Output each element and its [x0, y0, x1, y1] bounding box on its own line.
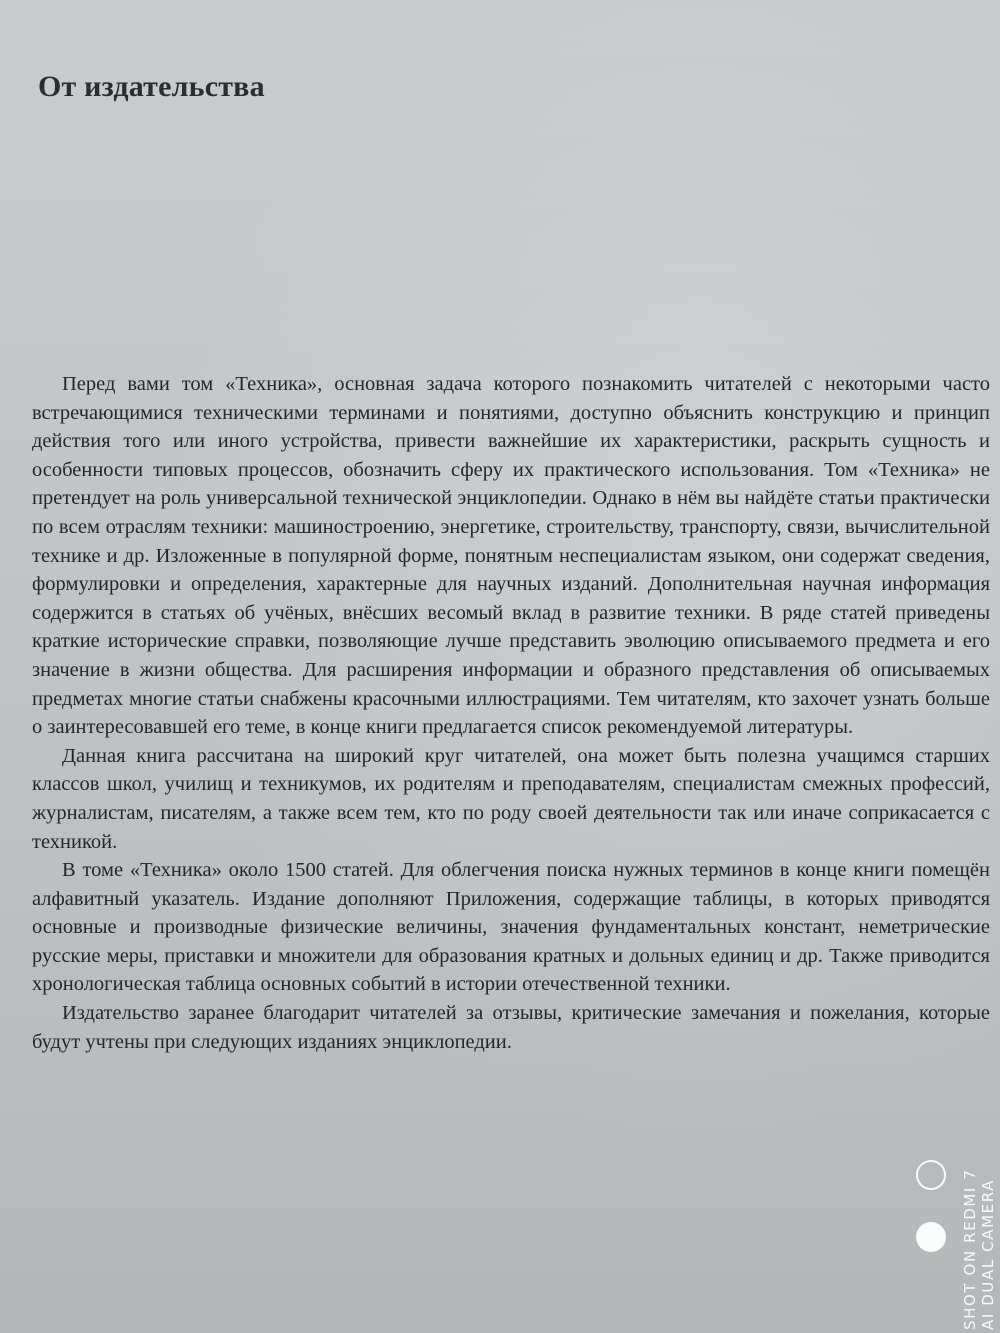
ring-icon	[916, 1160, 946, 1190]
page-heading: От издательства	[38, 70, 265, 103]
paragraph-1: Перед вами том «Техника», основная задача которого познакомить читателей с некоторыми часто встречающимися техническими терминами и понятиями, доступно объяснить конструкцию и принцип действия того или иного устройства, привести важнейшие их характеристики, раскрыть сущность и особенности типовых процессов, обозначить сферу их практического использования. Том «Техника» не претендует на роль универсальной технической энциклопедии. Однако в нём вы найдёте статьи практически по всем отраслям техники: машиностроению, энергетике, строительству, транспорту, связи, вычислительной технике и др. Изложенные в популярной форме, понятным неспециалистам языком, они содержат сведения, формулировки и определения, характерные для научных изданий. Дополнительная научная информация содержится в статьях об учёных, внёсших весомый вклад в развитие техники. В ряде статей приведены краткие исторические справки, позволяющие лучше представить эволюцию описываемого предмета и его значение в жизни общества. Для расширения информации и образного представления об описываемых предметах многие статьи снабжены красочными иллюстрациями. Тем читателям, кто захочет узнать больше о заинтересовавшей его теме, в конце книги предлагается список рекомендуемой литературы.	[32, 373, 990, 739]
dot-icon	[916, 1222, 946, 1252]
paragraph-4: Издательство заранее благодарит читателей за отзывы, критические замечания и пожелания, которые будут учтены при следующих изданиях энциклопедии.	[32, 1002, 990, 1053]
preface-text	[32, 370, 990, 1056]
watermark-line-1: SHOT ON REDMI 7	[961, 1168, 979, 1330]
watermark-line-2: AI DUAL CAMERA	[979, 1179, 997, 1330]
camera-watermark	[898, 1150, 998, 1333]
paragraph-3: В томе «Техника» около 1500 статей. Для облегчения поиска нужных терминов в конце книги помещён алфавитный указатель. Издание дополняют Приложения, содержащие таблицы, в которых приводятся основные и производные физические величины, значения фундаментальных констант, неметрические русские меры, приставки и множители для образования кратных и дольных единиц и др. Также приводится хронологическая таблица основных событий в истории отечественной техники.	[32, 859, 990, 996]
paragraph-2: Данная книга рассчитана на широкий круг читателей, она может быть полезна учащимся старших классов школ, училищ и техникумов, их родителям и преподавателям, специалистам смежных профессий, журналистам, писателям, а также всем тем, кто по роду своей деятельности так или иначе соприкасается с техникой.	[32, 744, 990, 853]
watermark-text	[961, 1150, 997, 1330]
